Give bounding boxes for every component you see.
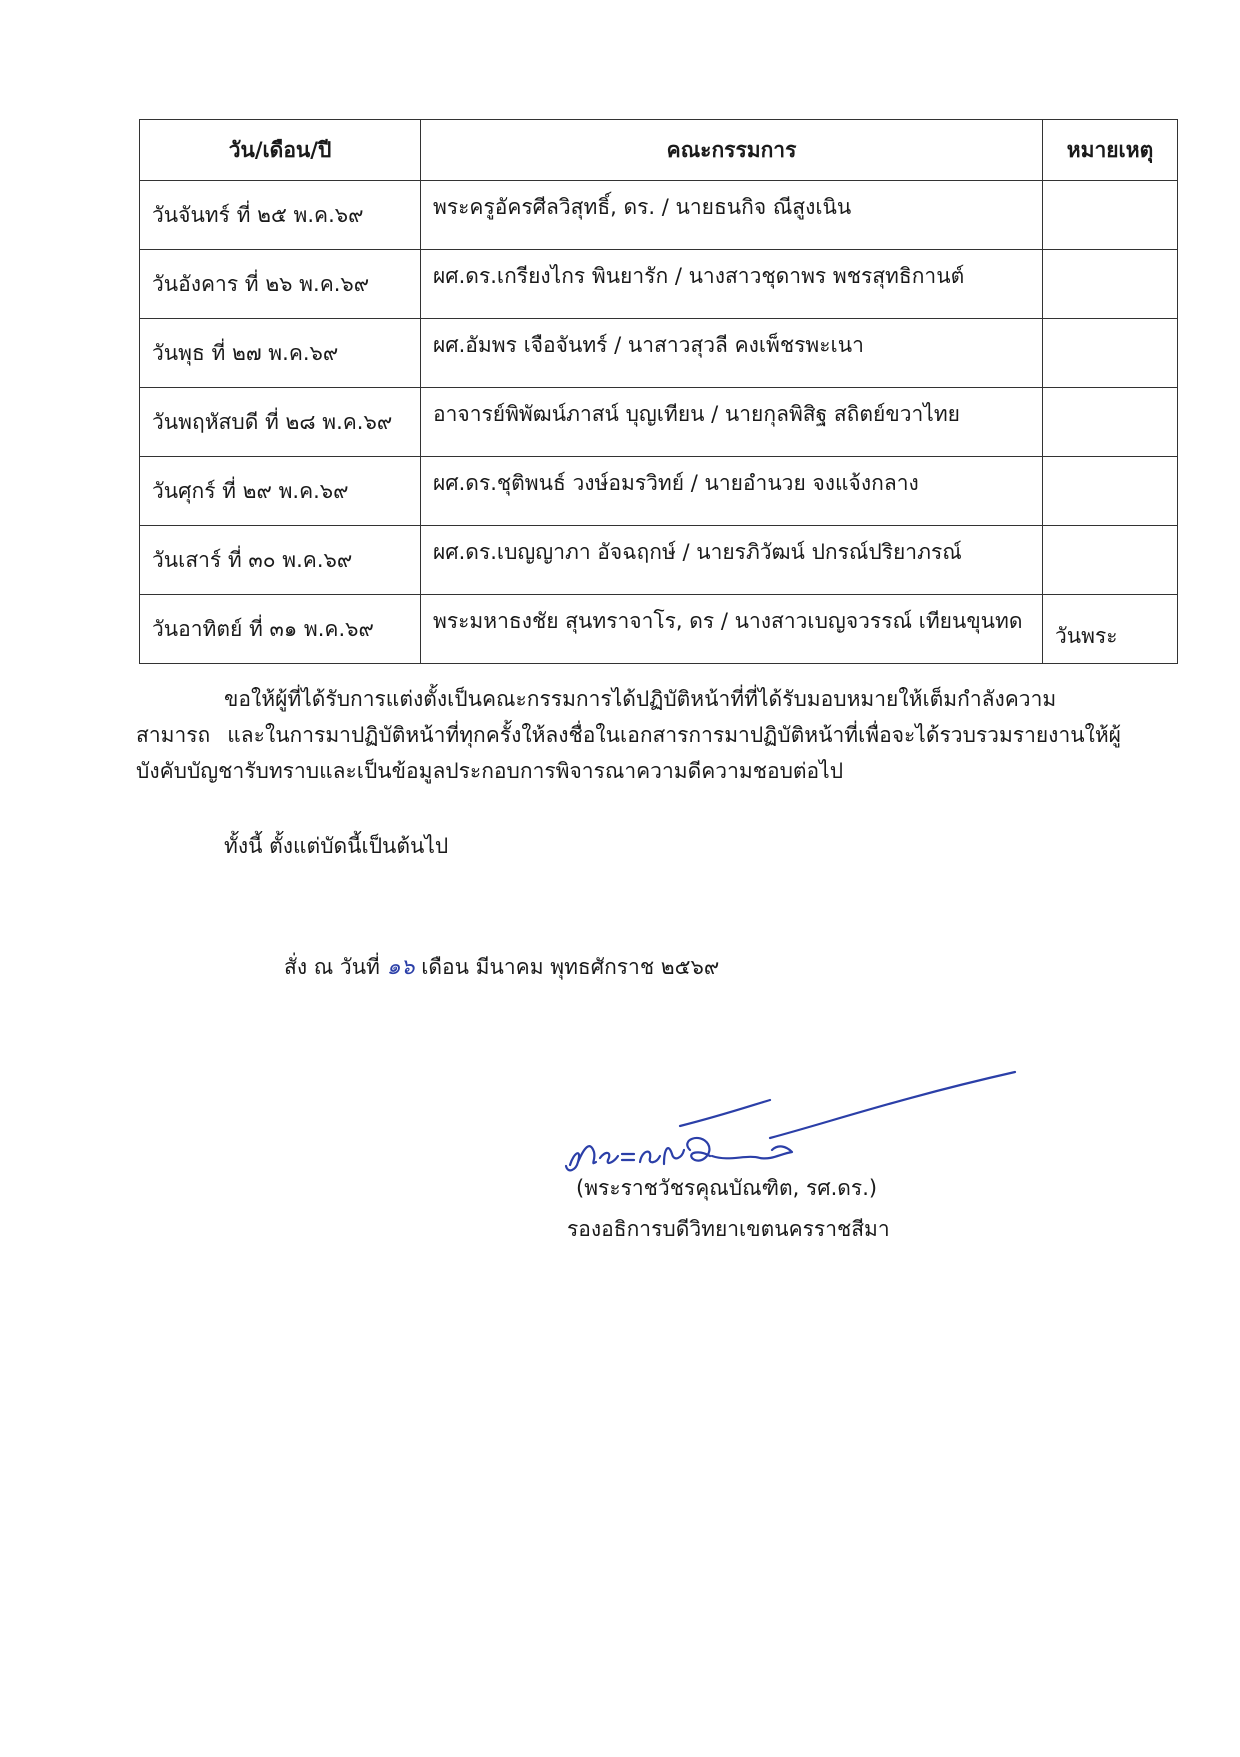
row-note [1043, 250, 1178, 319]
row-date: วันเสาร์ ที่ ๓๐ พ.ค.๖๙ [140, 526, 421, 595]
row-note [1043, 181, 1178, 250]
table-row [140, 595, 1178, 664]
header-note: หมายเหตุ [1043, 120, 1178, 181]
table-row [140, 388, 1178, 457]
row-note [1043, 319, 1178, 388]
row-date: วันอาทิตย์ ที่ ๓๑ พ.ค.๖๙ [140, 595, 421, 664]
row-committee: อาจารย์พิพัฒน์ภาสน์ บุญเทียน / นายกุลพิสิฐ สถิตย์ขวาไทย [421, 388, 1043, 457]
row-date: วันศุกร์ ที่ ๒๙ พ.ค.๖๙ [140, 457, 421, 526]
row-note: วันพระ [1043, 595, 1178, 664]
row-note [1043, 526, 1178, 595]
row-committee: ผศ.ดร.เกรียงไกร พินยารัก / นางสาวชุดาพร พชรสุทธิกานต์ [421, 250, 1043, 319]
duty-schedule-table [139, 119, 1178, 664]
issued-day: ๑๖ [386, 955, 415, 980]
signer-position: รองอธิการบดีวิทยาเขตนครราชสีมา [567, 1217, 890, 1241]
issued-suffix: เดือน มีนาคม พุทธศักราช ๒๕๖๙ [421, 955, 720, 979]
row-committee: ผศ.ดร.ชุติพนธ์ วงษ์อมรวิทย์ / นายอำนวย จงแจ้งกลาง [421, 457, 1043, 526]
header-date: วัน/เดือน/ปี [140, 120, 421, 181]
row-note [1043, 457, 1178, 526]
issued-prefix: สั่ง ณ วันที่ [284, 955, 380, 979]
header-committee: คณะกรรมการ [421, 120, 1043, 181]
row-committee: พระมหาธงชัย สุนทราจาโร, ดร / นางสาวเบญจวรรณ์ เทียนขุนทด [421, 595, 1043, 664]
table-row [140, 250, 1178, 319]
issued-date-line [284, 949, 719, 984]
row-date: วันพุธ ที่ ๒๗ พ.ค.๖๙ [140, 319, 421, 388]
table-row [140, 457, 1178, 526]
effective-statement: ทั้งนี้ ตั้งแต่บัดนี้เป็นต้นไป [224, 834, 449, 858]
signer-name: (พระราชวัชรคุณบัณฑิต, รศ.ดร.) [576, 1176, 878, 1200]
row-committee: ผศ.อัมพร เจือจันทร์ / นาสาวสุวลี คงเพ็ชรพะเนา [421, 319, 1043, 388]
row-committee: พระครูอัครศีลวิสุทธิ์, ดร. / นายธนกิจ ณีสูงเนิน [421, 181, 1043, 250]
row-date: วันจันทร์ ที่ ๒๕ พ.ค.๖๙ [140, 181, 421, 250]
row-date: วันพฤหัสบดี ที่ ๒๘ พ.ค.๖๙ [140, 388, 421, 457]
instruction-paragraph: ขอให้ผู้ที่ได้รับการแต่งตั้งเป็นคณะกรรมการได้ปฏิบัติหน้าที่ที่ได้รับมอบหมายให้เต็มกำลังความสามารถ และในการมาปฏิบัติหน้าที่ทุกครั้งให้ลงชื่อในเอกสารการมาปฏิบัติหน้าที่เพื่อจะได้รวบรวมรายงานให้ผู้บังคับบัญชารับทราบและเป็นข้อมูลประกอบการพิจารณาความดีความชอบต่อไป [136, 687, 1121, 783]
row-committee: ผศ.ดร.เบญญาภา อัจฉฤกษ์ / นายรภิวัฒน์ ปกรณ์ปริยาภรณ์ [421, 526, 1043, 595]
row-note [1043, 388, 1178, 457]
handwritten-signature [560, 1070, 1020, 1180]
table-row [140, 319, 1178, 388]
table-row [140, 181, 1178, 250]
table-row [140, 526, 1178, 595]
table-header-row [140, 120, 1178, 181]
row-date: วันอังคาร ที่ ๒๖ พ.ค.๖๙ [140, 250, 421, 319]
